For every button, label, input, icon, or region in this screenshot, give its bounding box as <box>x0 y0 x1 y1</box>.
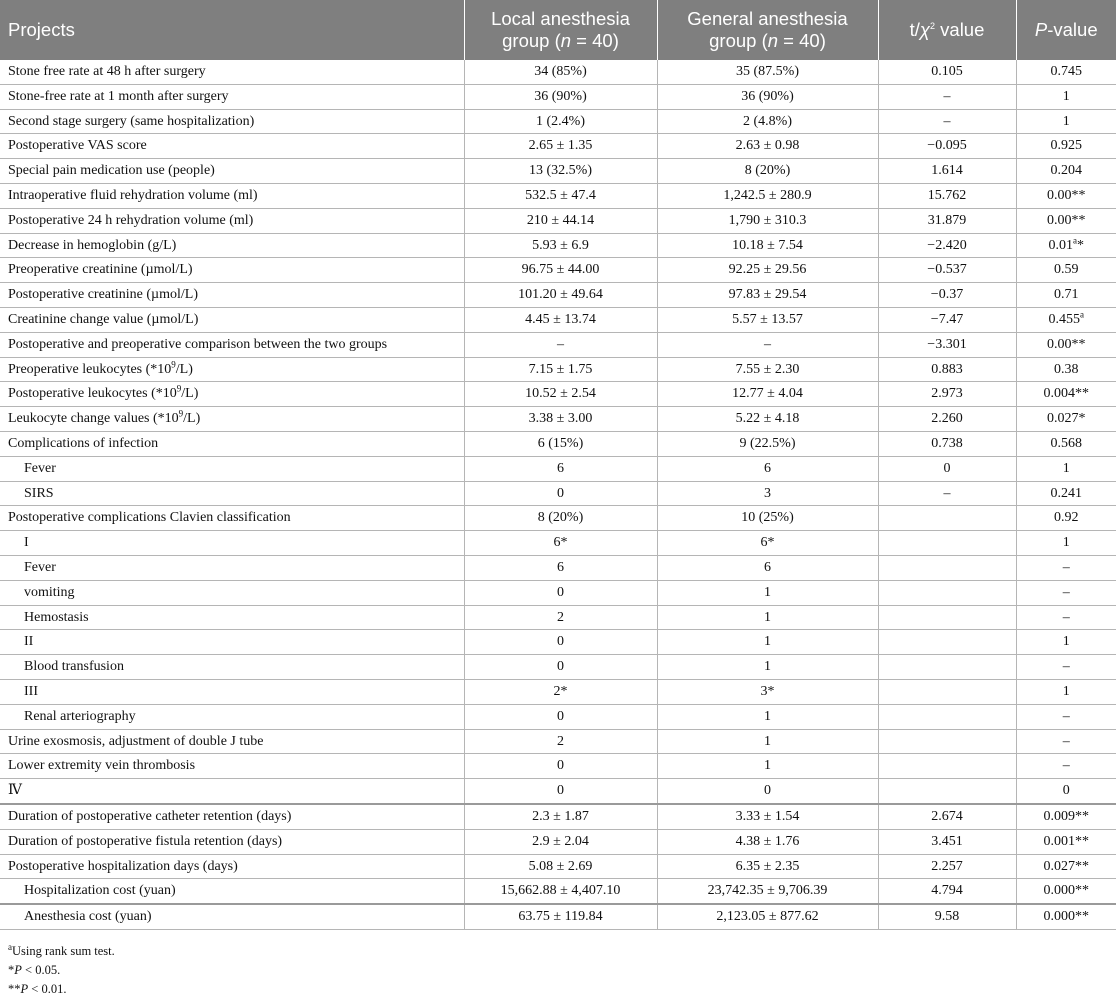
cell-general: 3.33 ± 1.54 <box>657 804 878 829</box>
table-row <box>0 779 1116 804</box>
cell-stat <box>878 531 1016 556</box>
table-row <box>0 84 1116 109</box>
cell-stat: −3.301 <box>878 332 1016 357</box>
cell-stat: 0.738 <box>878 431 1016 456</box>
cell-local: 2* <box>464 679 657 704</box>
cell-p-value: 0.001** <box>1016 829 1116 854</box>
cell-stat <box>878 605 1016 630</box>
cell-local: 6 <box>464 456 657 481</box>
table-row <box>0 258 1116 283</box>
row-label: vomiting <box>0 580 464 605</box>
cell-p-value: 0.925 <box>1016 134 1116 159</box>
cell-p-value: – <box>1016 605 1116 630</box>
cell-p-value: 1 <box>1016 531 1116 556</box>
cell-stat <box>878 729 1016 754</box>
cell-general: 1 <box>657 704 878 729</box>
cell-stat <box>878 580 1016 605</box>
table-row <box>0 456 1116 481</box>
cell-local: 2.65 ± 1.35 <box>464 134 657 159</box>
row-label: Special pain medication use (people) <box>0 159 464 184</box>
table-row <box>0 729 1116 754</box>
row-label: Hospitalization cost (yuan) <box>0 879 464 904</box>
row-label: Ⅳ <box>0 779 464 804</box>
cell-p-value: 0.01$^a$* <box>1016 233 1116 258</box>
row-label: Duration of postoperative fistula retention (days) <box>0 829 464 854</box>
table-row <box>0 233 1116 258</box>
cell-local: 1 (2.4%) <box>464 109 657 134</box>
row-label: I <box>0 531 464 556</box>
cell-stat: 2.260 <box>878 407 1016 432</box>
cell-p-value: 1 <box>1016 679 1116 704</box>
cell-general: 4.38 ± 1.76 <box>657 829 878 854</box>
cell-stat: 4.794 <box>878 879 1016 904</box>
table-row <box>0 605 1116 630</box>
cell-general: 92.25 ± 29.56 <box>657 258 878 283</box>
cell-p-value: 0.71 <box>1016 283 1116 308</box>
table-row <box>0 208 1116 233</box>
table-row <box>0 283 1116 308</box>
cell-local: 101.20 ± 49.64 <box>464 283 657 308</box>
cell-stat <box>878 655 1016 680</box>
row-label: Intraoperative fluid rehydration volume (ml) <box>0 183 464 208</box>
cell-stat <box>878 506 1016 531</box>
cell-local: 0 <box>464 481 657 506</box>
cell-p-value: 0.000** <box>1016 904 1116 929</box>
row-label: Leukocyte change values $(*10^9/L)$ <box>0 407 464 432</box>
cell-stat: 15.762 <box>878 183 1016 208</box>
cell-p-value: 0.00** <box>1016 208 1116 233</box>
cell-general: 3 <box>657 481 878 506</box>
cell-stat: – <box>878 481 1016 506</box>
table-row <box>0 481 1116 506</box>
cell-local: 0 <box>464 655 657 680</box>
cell-stat <box>878 555 1016 580</box>
table-row <box>0 60 1116 84</box>
cell-general: 12.77 ± 4.04 <box>657 382 878 407</box>
row-label: Postoperative hospitalization days (days) <box>0 854 464 879</box>
cell-local: 210 ± 44.14 <box>464 208 657 233</box>
row-label: Anesthesia cost (yuan) <box>0 904 464 929</box>
table-row <box>0 754 1116 779</box>
cell-general: 1 <box>657 580 878 605</box>
table-row <box>0 332 1116 357</box>
cell-general: 9 (22.5%) <box>657 431 878 456</box>
cell-general: 6.35 ± 2.35 <box>657 854 878 879</box>
cell-stat: 0 <box>878 456 1016 481</box>
table-row <box>0 183 1116 208</box>
cell-p-value: 0.38 <box>1016 357 1116 382</box>
footnote-p-005: *P < 0.05. <box>8 963 61 977</box>
cell-local: 10.52 ± 2.54 <box>464 382 657 407</box>
cell-local: 4.45 ± 13.74 <box>464 307 657 332</box>
header-projects: Projects <box>0 0 464 60</box>
cell-p-value: 0.241 <box>1016 481 1116 506</box>
footnote-rank-sum: $^a$Using rank sum test. <box>8 941 115 958</box>
cell-p-value: 0.009** <box>1016 804 1116 829</box>
cell-local: 36 (90%) <box>464 84 657 109</box>
cell-general: 97.83 ± 29.54 <box>657 283 878 308</box>
row-label: Urine exosmosis, adjustment of double J tube <box>0 729 464 754</box>
cell-stat: 3.451 <box>878 829 1016 854</box>
cell-general: 10 (25%) <box>657 506 878 531</box>
cell-general: 6* <box>657 531 878 556</box>
cell-stat <box>878 679 1016 704</box>
cell-stat: – <box>878 109 1016 134</box>
table-row <box>0 307 1116 332</box>
table-row <box>0 134 1116 159</box>
cell-p-value: 1 <box>1016 456 1116 481</box>
cell-p-value: 0.004** <box>1016 382 1116 407</box>
table-row <box>0 159 1116 184</box>
cell-stat: −0.095 <box>878 134 1016 159</box>
header-general-anesthesia: General anesthesia group (n = 40) <box>657 0 878 60</box>
row-label: Preoperative creatinine (µmol/L) <box>0 258 464 283</box>
cell-local: – <box>464 332 657 357</box>
cell-p-value: 0.00** <box>1016 332 1116 357</box>
cell-stat: 2.973 <box>878 382 1016 407</box>
row-label: Blood transfusion <box>0 655 464 680</box>
cell-local: 2 <box>464 729 657 754</box>
table-row <box>0 506 1116 531</box>
row-label: Duration of postoperative catheter retention (days) <box>0 804 464 829</box>
table-row <box>0 655 1116 680</box>
cell-p-value: 1 <box>1016 630 1116 655</box>
table-row <box>0 580 1116 605</box>
cell-p-value: 0.00** <box>1016 183 1116 208</box>
cell-local: 532.5 ± 47.4 <box>464 183 657 208</box>
cell-local: 2.9 ± 2.04 <box>464 829 657 854</box>
cell-stat: −2.420 <box>878 233 1016 258</box>
row-label: III <box>0 679 464 704</box>
table-row <box>0 904 1116 929</box>
row-label: Hemostasis <box>0 605 464 630</box>
row-label: Postoperative complications Clavien classification <box>0 506 464 531</box>
cell-p-value: 0.027** <box>1016 854 1116 879</box>
table-row <box>0 555 1116 580</box>
cell-local: 6 <box>464 555 657 580</box>
cell-local: 0 <box>464 630 657 655</box>
cell-general: 2 (4.8%) <box>657 109 878 134</box>
cell-local: 8 (20%) <box>464 506 657 531</box>
row-label: SIRS <box>0 481 464 506</box>
cell-p-value: 0.568 <box>1016 431 1116 456</box>
cell-general: 1,790 ± 310.3 <box>657 208 878 233</box>
cell-general: 0 <box>657 779 878 804</box>
row-label: Fever <box>0 456 464 481</box>
table-row <box>0 382 1116 407</box>
cell-p-value: 0.455$^a$ <box>1016 307 1116 332</box>
cell-general: 5.57 ± 13.57 <box>657 307 878 332</box>
cell-general: 1 <box>657 605 878 630</box>
cell-p-value: 0.92 <box>1016 506 1116 531</box>
cell-general: 10.18 ± 7.54 <box>657 233 878 258</box>
cell-p-value: – <box>1016 729 1116 754</box>
cell-general: 35 (87.5%) <box>657 60 878 84</box>
cell-general: 8 (20%) <box>657 159 878 184</box>
row-label: Renal arteriography <box>0 704 464 729</box>
table-row <box>0 431 1116 456</box>
cell-local: 5.93 ± 6.9 <box>464 233 657 258</box>
cell-stat: 0.105 <box>878 60 1016 84</box>
row-label: Preoperative leukocytes $(*10^9/L)$ <box>0 357 464 382</box>
cell-stat: 2.257 <box>878 854 1016 879</box>
cell-p-value: 0.204 <box>1016 159 1116 184</box>
cell-stat: – <box>878 84 1016 109</box>
row-label: Postoperative and preoperative comparison between the two groups <box>0 332 464 357</box>
cell-local: 0 <box>464 754 657 779</box>
cell-local: 34 (85%) <box>464 60 657 84</box>
cell-p-value: – <box>1016 655 1116 680</box>
cell-p-value: 1 <box>1016 84 1116 109</box>
cell-local: 3.38 ± 3.00 <box>464 407 657 432</box>
header-p-value: P-value <box>1016 0 1116 60</box>
header-local-anesthesia: Local anesthesia group (n = 40) <box>464 0 657 60</box>
cell-general: 6 <box>657 456 878 481</box>
cell-p-value: – <box>1016 704 1116 729</box>
table-row <box>0 630 1116 655</box>
table-row <box>0 407 1116 432</box>
cell-general: 5.22 ± 4.18 <box>657 407 878 432</box>
row-label: Stone free rate at 48 h after surgery <box>0 60 464 84</box>
cell-p-value: – <box>1016 555 1116 580</box>
cell-stat: −0.537 <box>878 258 1016 283</box>
row-label: Decrease in hemoglobin (g/L) <box>0 233 464 258</box>
cell-stat: −7.47 <box>878 307 1016 332</box>
cell-stat <box>878 754 1016 779</box>
cell-stat: 0.883 <box>878 357 1016 382</box>
cell-p-value: 0.027* <box>1016 407 1116 432</box>
table-row <box>0 704 1116 729</box>
row-label: II <box>0 630 464 655</box>
table-row <box>0 879 1116 904</box>
table-row <box>0 829 1116 854</box>
cell-p-value: – <box>1016 580 1116 605</box>
cell-general: 1 <box>657 655 878 680</box>
header-statistic: $t/\chi^2$ value <box>878 0 1016 60</box>
footnote-p-001: **P < 0.01. <box>8 982 67 996</box>
cell-stat: 9.58 <box>878 904 1016 929</box>
cell-local: 5.08 ± 2.69 <box>464 854 657 879</box>
cell-stat: −0.37 <box>878 283 1016 308</box>
cell-general: 3* <box>657 679 878 704</box>
row-label: Postoperative 24 h rehydration volume (ml) <box>0 208 464 233</box>
cell-general: 2.63 ± 0.98 <box>657 134 878 159</box>
cell-p-value: 0.745 <box>1016 60 1116 84</box>
cell-local: 0 <box>464 704 657 729</box>
table-row <box>0 109 1116 134</box>
cell-local: 2 <box>464 605 657 630</box>
cell-stat: 2.674 <box>878 804 1016 829</box>
cell-p-value: – <box>1016 754 1116 779</box>
cell-local: 7.15 ± 1.75 <box>464 357 657 382</box>
cell-local: 2.3 ± 1.87 <box>464 804 657 829</box>
cell-general: 6 <box>657 555 878 580</box>
cell-local: 15,662.88 ± 4,407.10 <box>464 879 657 904</box>
cell-local: 13 (32.5%) <box>464 159 657 184</box>
table-header <box>0 0 1116 60</box>
cell-general: 2,123.05 ± 877.62 <box>657 904 878 929</box>
table-row <box>0 854 1116 879</box>
cell-general: 1 <box>657 630 878 655</box>
row-label: Fever <box>0 555 464 580</box>
cell-stat <box>878 630 1016 655</box>
table-row <box>0 679 1116 704</box>
row-label: Lower extremity vein thrombosis <box>0 754 464 779</box>
row-label: Second stage surgery (same hospitalization) <box>0 109 464 134</box>
cell-stat <box>878 779 1016 804</box>
cell-stat: 1.614 <box>878 159 1016 184</box>
row-label: Postoperative VAS score <box>0 134 464 159</box>
cell-stat: 31.879 <box>878 208 1016 233</box>
row-label: Postoperative leukocytes $(*10^9/L)$ <box>0 382 464 407</box>
cell-local: 6 (15%) <box>464 431 657 456</box>
cell-general: 23,742.35 ± 9,706.39 <box>657 879 878 904</box>
row-label: Complications of infection <box>0 431 464 456</box>
cell-general: – <box>657 332 878 357</box>
row-label: Stone-free rate at 1 month after surgery <box>0 84 464 109</box>
cell-local: 96.75 ± 44.00 <box>464 258 657 283</box>
cell-p-value: 0.000** <box>1016 879 1116 904</box>
cell-general: 1 <box>657 754 878 779</box>
cell-p-value: 0.59 <box>1016 258 1116 283</box>
table-row <box>0 804 1116 829</box>
cell-local: 63.75 ± 119.84 <box>464 904 657 929</box>
table-body <box>0 60 1116 929</box>
row-label: Creatinine change value (µmol/L) <box>0 307 464 332</box>
cell-p-value: 0 <box>1016 779 1116 804</box>
cell-general: 36 (90%) <box>657 84 878 109</box>
cell-local: 0 <box>464 779 657 804</box>
cell-local: 0 <box>464 580 657 605</box>
row-label: Postoperative creatinine (µmol/L) <box>0 283 464 308</box>
table-row <box>0 357 1116 382</box>
cell-local: 6* <box>464 531 657 556</box>
cell-general: 7.55 ± 2.30 <box>657 357 878 382</box>
cell-p-value: 1 <box>1016 109 1116 134</box>
cell-general: 1 <box>657 729 878 754</box>
cell-stat <box>878 704 1016 729</box>
cell-general: 1,242.5 ± 280.9 <box>657 183 878 208</box>
table-row <box>0 531 1116 556</box>
